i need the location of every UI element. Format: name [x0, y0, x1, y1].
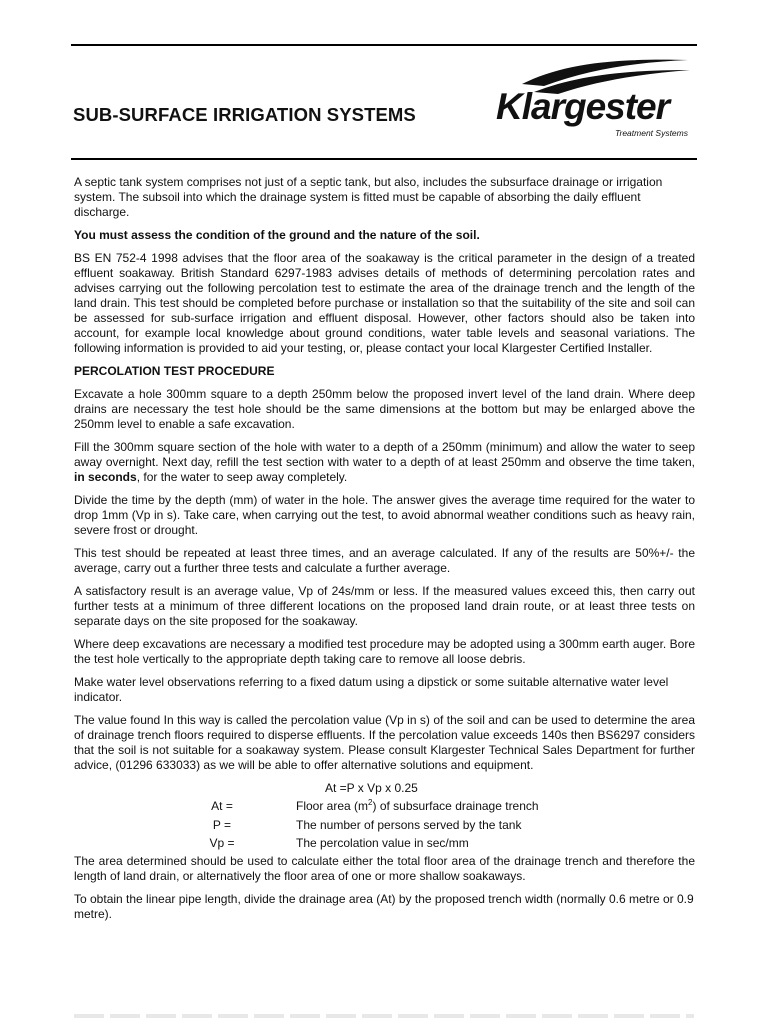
formula-def-at-text-end: ) of subsurface drainage trench [372, 799, 539, 813]
klargester-logo [492, 56, 698, 144]
formula-symbol-vp: Vp = [209, 836, 235, 850]
faded-footer-text [74, 1014, 694, 1018]
satisfactory-paragraph: A satisfactory result is an average value, Vp of 24s/mm or less. If the measured values exceed this, then carry out further tests at a minimum of three different locations on the proposed land drain route, or at least three tests on separate days on the site proposed for the soakaway. [74, 584, 695, 628]
logo-wordmark: Klargester [496, 86, 670, 127]
header-bottom-rule [71, 158, 697, 160]
formula-main: At =P x Vp x 0.25 [325, 781, 418, 795]
formula-block [74, 781, 695, 850]
fill-emphasis: in seconds [74, 470, 137, 484]
deep-excavation-paragraph: Where deep excavations are necessary a modified test procedure may be adopted using a 300mm earth auger. Bore the test hole vertically to the appropriate depth taking care to remove all loose debris. [74, 637, 695, 666]
area-paragraph: The area determined should be used to calculate either the total floor area of the drainage trench and therefore the length of land drain, or alternatively the floor area of one or more shallow soakaways. [74, 854, 695, 883]
fill-paragraph [74, 440, 695, 485]
formula-def-at [296, 799, 539, 814]
top-rule [71, 44, 697, 46]
logo-tagline: Treatment Systems [614, 128, 688, 138]
intro-paragraph: A septic tank system comprises not just of a septic tank, but also, includes the subsurface drainage or irrigation system. The subsoil into which the drainage system is fitted must be capable of absorbing the daily effluent discharge. [74, 175, 663, 219]
formula-def-at-sup: 2 [368, 798, 373, 807]
percolation-value-paragraph: The value found In this way is called the percolation value (Vp in s) of the soil and can be used to determine the area of drainage trench floors required to disperse effluents. If the percolation value exceeds 140s then BS6297 considers that the soil is not suitable for a soakaway system. Please consult Klargester Technical Sales Department for further advice, (01296 633033) as we will be able to offer alternative solutions and equipment. [74, 713, 695, 772]
formula-symbol-p: P = [212, 818, 232, 832]
document-title: SUB-SURFACE IRRIGATION SYSTEMS [73, 104, 416, 125]
divide-paragraph: Divide the time by the depth (mm) of water in the hole. The answer gives the average time required for the water to drop 1mm (Vp in s). Take care, when carrying out the test, to avoid abnormal weather conditions such as heavy rain, severe frost or drought. [74, 493, 695, 537]
procedure-heading: PERCOLATION TEST PROCEDURE [74, 364, 275, 378]
standards-paragraph: BS EN 752-4 1998 advises that the floor area of the soakaway is the critical parameter in the design of a treated effluent soakaway. British Standard 6297-1983 advises details of methods of determining percolation rates and advises carrying out the following percolation test to estimate the area of the drainage trench and the length of the land drain. This test should be completed before purchase or installation so that the suitability of the site and soil can be assessed for sub-surface irrigation and effluent disposal. However, other factors should also be taken into account, for example local knowledge about ground conditions, water table levels and seasonal variations. The following information is provided to aid your testing, or, please contact your local Klargester Certified Installer. [74, 251, 695, 355]
repeat-paragraph: This test should be repeated at least three times, and an average calculated. If any of the results are 50%+/- the average, carry out a further three tests and calculate a further average. [74, 546, 695, 575]
fill-text-start: Fill the 300mm square section of the hole with water to a depth of a 250mm (minimum) and allow the water to seep away overnight. Next day, refill the test section with water to a depth of at least 250mm and observe the time taken, [74, 440, 695, 469]
warning-paragraph: You must assess the condition of the ground and the nature of the soil. [74, 228, 480, 242]
document-body [74, 175, 695, 930]
formula-def-at-text: Floor area (m [296, 799, 369, 813]
fill-text-end: , for the water to seep away completely. [136, 470, 348, 484]
formula-def-p: The number of persons served by the tank [296, 818, 522, 832]
linear-length-paragraph: To obtain the linear pipe length, divide the drainage area (At) by the proposed trench width (normally 0.6 metre or 0.9 metre). [74, 892, 694, 921]
formula-symbol-at: At = [211, 799, 233, 813]
observation-paragraph: Make water level observations referring to a fixed datum using a dipstick or some suitable alternative water level indicator. [74, 675, 669, 704]
formula-def-vp: The percolation value in sec/mm [296, 836, 469, 850]
excavate-paragraph: Excavate a hole 300mm square to a depth 250mm below the proposed invert level of the land drain. Where deep drains are necessary the test hole should be the same dimensions at the bottom but may be enlarged above the 250mm level to enable a safe excavation. [74, 387, 695, 431]
